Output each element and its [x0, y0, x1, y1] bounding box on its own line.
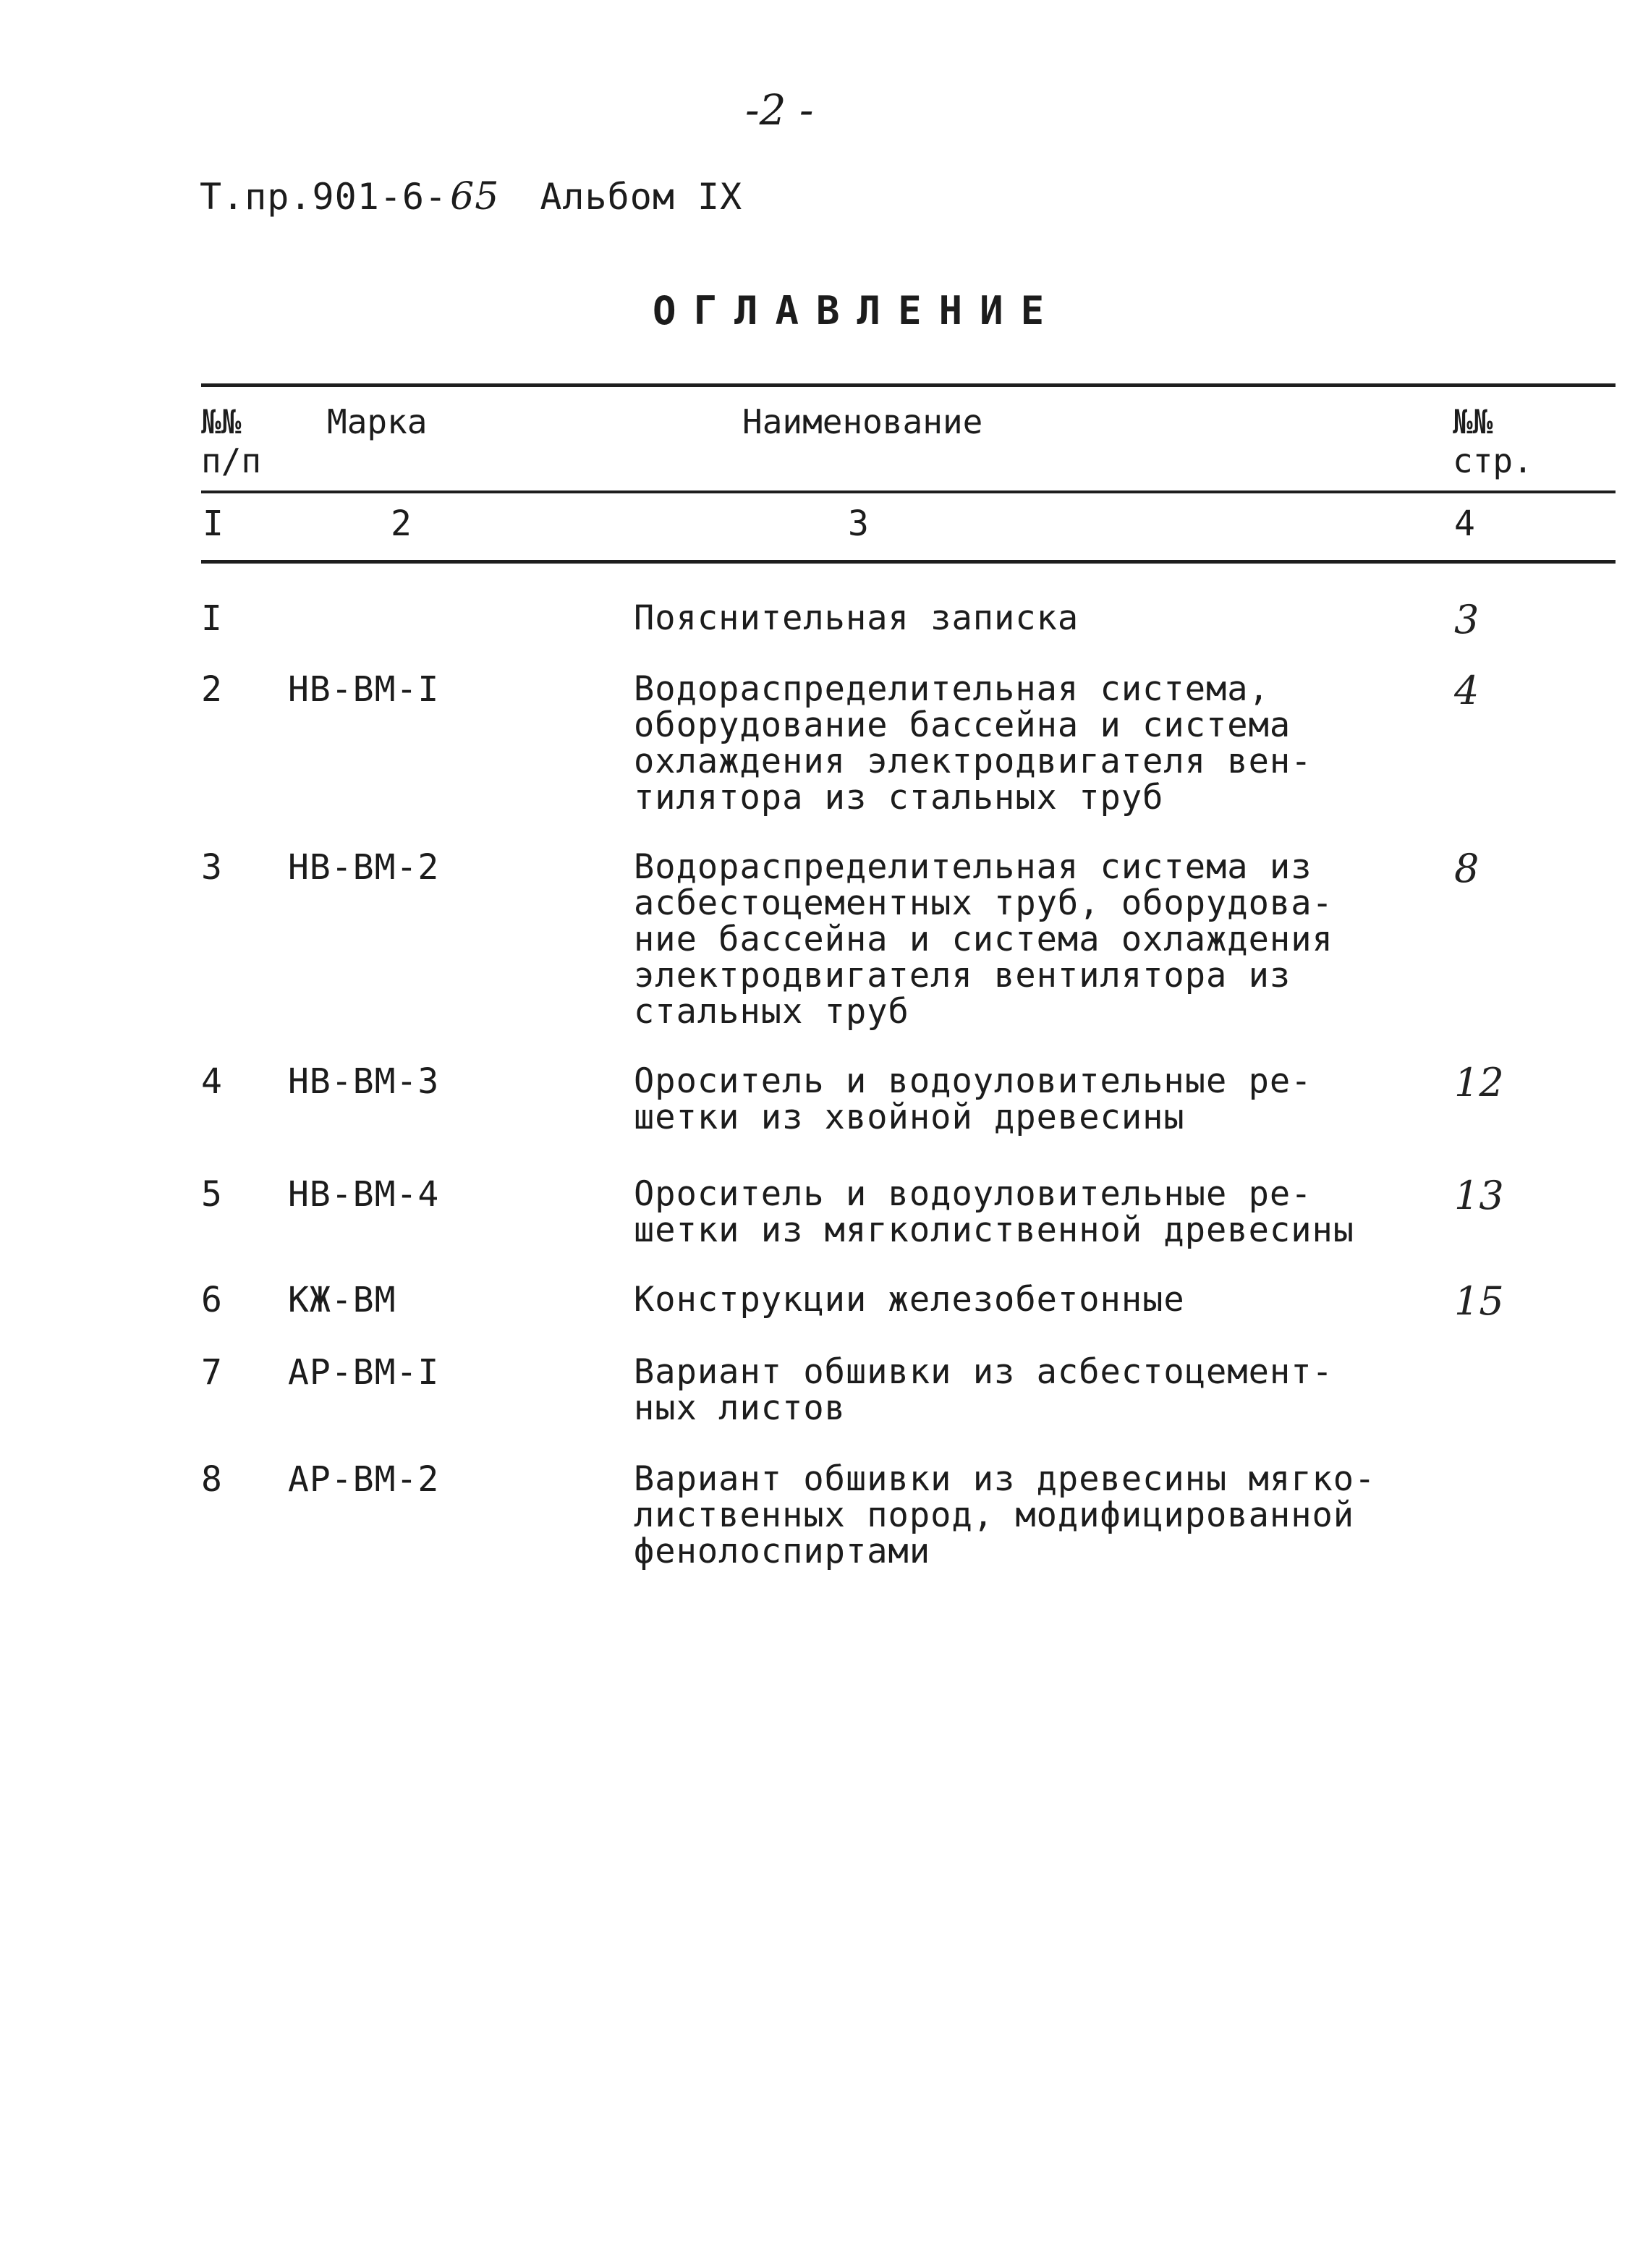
row-name: Ороситель и водоуловительные ре- шетки из хвойной древесины — [634, 1061, 1312, 1137]
row-mark: КЖ-ВМ — [288, 1280, 396, 1320]
header-divider-rule — [201, 490, 1616, 493]
row-number: 6 — [201, 1280, 222, 1320]
row-name: Ороситель и водоуловительные ре- шетки из мягколиственной древесины — [634, 1174, 1355, 1250]
column-index-rule — [201, 560, 1616, 564]
header-page: №№ стр. — [1453, 402, 1533, 480]
row-mark: АР-ВМ-I — [288, 1352, 440, 1393]
table-top-rule — [201, 383, 1616, 387]
row-name: Пояснительная записка — [634, 598, 1079, 638]
page-number: -2 - — [745, 85, 814, 135]
project-code-prefix: Т.пр.901-6- — [200, 176, 448, 218]
row-number: 7 — [201, 1352, 222, 1393]
row-page: 4 — [1454, 668, 1479, 713]
project-code-handwritten: 65 — [450, 175, 500, 218]
header-name: Наименование — [742, 402, 983, 441]
column-index: I — [203, 504, 224, 544]
row-page: 12 — [1454, 1060, 1504, 1105]
header-mark: Марка — [327, 402, 428, 441]
column-index: 2 — [391, 504, 412, 544]
row-number: I — [201, 598, 222, 639]
row-page: 15 — [1454, 1278, 1504, 1324]
row-name: Водораспределительная система из асбестоцементных труб, оборудова- ние бассейна и система охлаждения электродвигателя вентилятора из стальных труб — [634, 847, 1333, 1032]
row-number: 2 — [201, 669, 222, 710]
column-index: 4 — [1454, 504, 1475, 544]
row-page: 13 — [1454, 1173, 1504, 1218]
document-header — [200, 175, 742, 218]
row-number: 3 — [201, 847, 222, 888]
row-number: 4 — [201, 1061, 222, 1102]
album-label: Альбом IX — [540, 176, 743, 218]
row-number: 5 — [201, 1174, 222, 1215]
toc-title: ОГЛАВЛЕНИЕ — [653, 288, 1062, 334]
row-mark: НВ-ВМ-I — [288, 669, 440, 710]
row-name: Водораспределительная система, оборудование бассейна и система охлаждения электродвигателя вен- тилятора из стальных труб — [634, 669, 1312, 817]
row-page: 8 — [1454, 846, 1479, 891]
row-mark: НВ-ВМ-2 — [288, 847, 440, 888]
row-mark: НВ-ВМ-3 — [288, 1061, 440, 1102]
header-num: №№ п/п — [201, 402, 262, 480]
row-name: Вариант обшивки из асбестоцемент- ных листов — [634, 1352, 1333, 1428]
row-name: Конструкции железобетонные — [634, 1280, 1185, 1320]
column-index: 3 — [848, 504, 869, 544]
row-mark: НВ-ВМ-4 — [288, 1174, 440, 1215]
row-page: 3 — [1454, 597, 1479, 642]
row-name: Вариант обшивки из древесины мягко- лиственных пород, модифицированной фенолоспиртами — [634, 1459, 1376, 1571]
row-number: 8 — [201, 1459, 222, 1500]
row-mark: АР-ВМ-2 — [288, 1459, 440, 1500]
